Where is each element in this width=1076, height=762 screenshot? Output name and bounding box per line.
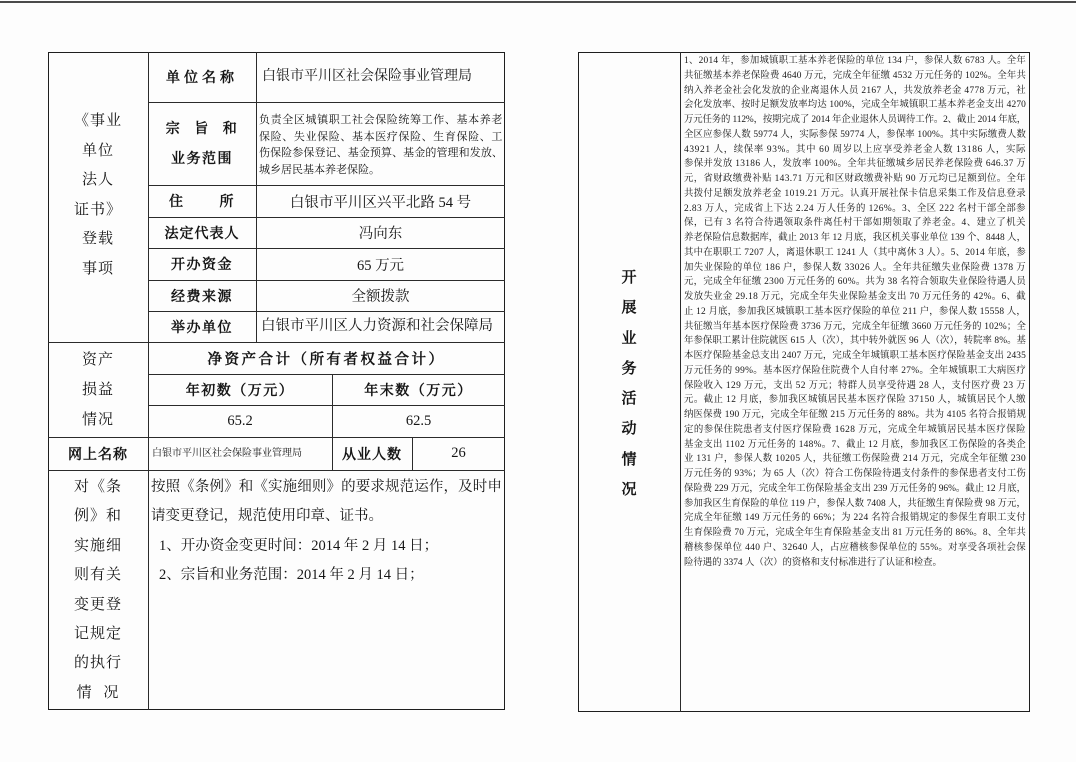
begin-of-year-value: 65.2 [227,412,253,429]
label-line: 证书》 [73,201,122,218]
activity-text-line: 险待遇的 3374 人（次）的资格和支付标准进行了认证和检查。 [684,557,942,568]
legal-representative-value: 冯向东 [358,226,403,242]
legal-representative-label: 法定代表人 [164,226,240,242]
online-name-label: 网上名称 [68,447,128,463]
label-line: 实施细 [73,537,122,554]
sponsor-label: 举办单位 [171,320,233,336]
compliance-label [48,473,148,708]
activity-text-line: 定的参保住院患者支付医疗保险费 1628 万元，完成全年城镇居民基本医疗保险 [684,424,1026,435]
activity-text-line: 共征缴当年基本医疗保险费 3736 万元，完成全年征缴 3660 万元任务的 102%；全 [684,321,1026,332]
begin-of-year-label: 年初数（万元） [185,383,295,399]
label-char: 情 [621,451,637,468]
label-line: 登载 [81,231,114,248]
address-label: 住 所 [169,195,235,210]
activity-text-line: 年参保职工累计住院就医 615 人（次），其中转外就医 96 人（次），转院率 8%。基 [684,336,1026,347]
online-name-value: 白银市平川区社会保险事业管理局 [152,448,302,459]
sponsor-value: 白银市平川区人力资源和社会保障局 [261,318,493,334]
activity-text-line: 万元任务的 112%，按期完成了 2014 年企业退休人员调待工作。2、截止 2014 年底， [684,115,1026,125]
activity-text-line: 完成全年征缴 149 万元任务的 66%；为 224 名符合报销规定的参保生育职工支付 [684,513,1026,524]
compliance-line: 1、开办资金变更时间：2014 年 2 月 14 日； [159,537,439,554]
staff-count-value: 26 [451,445,466,461]
label-line: 业务范围 [171,152,233,167]
activity-text-line: 万元任务的 93%；为 65 人（次）符合工伤保险待遇支付条件的参保患者支付工伤 [684,469,1026,479]
activity-text-line: 保险费 229 万元，完成全年工伤保险基金支出 239 万元任务的 96%。截止 12 月底， [684,483,1026,494]
activity-text-line: 43921 人，续保率 93%。其中 60 周岁以上应享受养老金人数 13186 人，实际 [684,144,1026,155]
label-line: 变更登 [73,596,122,613]
activity-text-line: 1、2014 年，参加城镇职工基本养老保险的单位 134 户，参保人数 6783 人。全年 [684,56,1026,66]
compliance-line: 2、宗旨和业务范围：2014 年 2 月 14 日； [159,567,424,584]
label-line: 法人 [81,172,114,189]
label-line: 对《条 [73,479,122,495]
registration-items-label [48,107,148,285]
label-line: 损益 [81,382,114,398]
label-line: 事项 [81,260,114,277]
grid-line [48,470,505,471]
label-char: 动 [621,421,637,438]
label-line: 例》和 [73,508,122,525]
activity-text-line: 纳医保费 190 万元，完成全年征缴 215 万元任务的 88%。共为 4105 名符合报销规 [684,410,1026,420]
activity-text-line: 加失业保险的单位 186 户，参保人数 33026 人。全年共征缴失业保险费 1378 万 [684,262,1026,273]
activity-text-line: 元。截止 12 月底，参加我区城镇居民基本医疗保险 37150 人，城镇居民个人缴 [684,395,1026,406]
label-char: 展 [621,300,637,317]
purpose-line: 保险、失业保险、基本医疗保险、生育保险、工 [259,130,503,143]
activity-text-line: 保险收入 129 万元，支出 52 万元；特群人员享受待遇 28 人，支付医疗费 23 万 [684,380,1026,391]
activity-text-line: 业 131 户，参保人数 10205 人，共征缴工伤保险费 214 万元，完成全年征缴 230 [684,454,1026,465]
activity-text-line: 基金支出 1102 万元任务的 148%。7、截止 12 月底，参加我区工伤保险的各类企 [684,439,1026,450]
label-char: 务 [621,360,637,377]
label-line: 的执行 [73,655,122,672]
label-char: 业 [621,330,637,347]
end-of-year-value: 62.5 [405,412,432,429]
start-capital-label: 开办资金 [171,258,233,273]
unit-name-label: 单位名称 [166,71,238,86]
start-capital-value: 65 万元 [356,257,405,274]
purpose-line: 城乡居民基本养老保险。 [259,163,380,176]
activity-text-line: 发放失业金 29.18 万元，完成全年失业保险基金支出 70 万元任务的 42%。6、截 [684,292,1026,302]
activity-text-line: 本医疗保险基金总支出 2407 万元，完成全年城镇职工基本医疗保险基金支出 2435 [684,351,1026,361]
staff-count-label: 从业人数 [342,447,402,463]
label-char: 活 [621,391,637,408]
compliance-line: 请变更登记，规范使用印章、证书。 [151,508,383,525]
activities-label [578,263,680,505]
unit-name-value: 白银市平川区社会保险事业管理局 [262,69,472,84]
activity-text-line: 全区应参保人数 59774 人，实际参保 59774 人，参保率 100%。其中实际缴费人数 [684,129,1026,140]
activity-text-line: 稽核参保单位 440 户、32640 人，占应稽核参保单位的 55%。对享受各项社会保 [684,542,1026,553]
grid-line [680,52,681,712]
label-line: 资产 [81,352,114,368]
activities-text [684,54,1026,570]
net-assets-header: 净资产合计（所有者权益合计） [207,351,446,368]
label-line: 情 况 [76,684,120,701]
activity-text-line: 参保并发放 13186 人，发放率 100%。全年共征缴城乡居民养老保险费 646.37 万 [684,159,1026,170]
activity-text-line: 万元任务的 99%。基本医疗保险住院费个人自付率 27%。全年城镇职工大病医疗 [684,365,1026,376]
purpose-value [259,112,503,178]
activity-text-line: 纳入养老金社会化发放的企业离退休人员 2167 人，共发放养老金 4778 万元，社 [684,85,1026,96]
label-line: 单位 [81,142,114,159]
activity-text-line: 止 12 月底，参加我区城镇职工基本医疗保险的单位 211 户，参保人数 15558 人， [684,306,1026,317]
label-line: 情况 [81,412,114,428]
activity-text-line: 其中在职职工 7207 人，离退休职工 1241 人（其中离休 3 人）。5、2014 年底，参 [684,247,1026,258]
label-line: 宗 旨 和 [165,122,239,137]
label-line: 《事业 [73,113,122,129]
purpose-line: 负责全区城镇职工社会保险统筹工作、基本养老 [259,114,503,126]
activity-text-line: 生育保险费 70 万元，完成全年生育保险基金支出 81 万元任务的 86%。8、全年共 [684,528,1026,538]
label-char: 开 [621,270,637,286]
label-line: 记规定 [73,625,122,642]
label-line: 则有关 [73,567,122,584]
compliance-line: 按照《条例》和《实施细则》的要求规范运作，及时申 [151,479,502,495]
activity-text-line: 养老保险信息数据库，截止 2013 年 12 月底，我区机关事业单位 139 个、8448 人， [684,233,1026,243]
activity-text-line: 共拨付足额发放养老金 1019.21 万元。认真开展社保卡信息采集工作及信息登录 [684,188,1026,199]
purpose-label [148,115,256,175]
activity-text-line: 共征缴基本养老保险费 4640 万元，完成全年征缴 4532 万元任务的 102%。全年共 [684,70,1026,81]
activity-text-line: 参加我区生育保险的单位 119 户，参保人数 7408 人，共征缴生育保险费 98 万元， [684,498,1026,509]
address-value: 白银市平川区兴平北路 54 号 [289,194,472,211]
label-char: 况 [621,482,637,499]
funding-source-label: 经费来源 [171,289,233,305]
activity-text-line: 元，省财政缴费补贴 143.71 万元和区财政缴费补贴 90 万元均已足额到位。全年 [684,174,1026,184]
activity-text-line: 元，完成全年征缴 2300 万元任务的 60%。共为 38 名符合领取失业保险待遇人员 [684,277,1026,288]
grid-line [148,102,505,103]
activity-text-line: 会化发放率、按时足额发放率均达 100%，完成全年城镇职工基本养老金支出 4270 [684,100,1026,111]
end-of-year-label: 年末数（万元） [364,383,473,399]
activity-text-line: 保，已有 3 名符合待遇领取条件离任村干部如期领取了养老金。4、建立了机关 [684,218,1026,229]
purpose-line: 伤保险参保登记、基金预算、基金的管理和发放、 [259,147,503,160]
activity-text-line: 2.83 万人，完成省上下达 2.24 万人任务的 126%。3、全区 222 名村干部全部参 [684,203,1026,214]
funding-source-value: 全额拨款 [351,289,410,305]
assets-label [48,345,148,435]
scan-top-edge [0,1,1076,3]
compliance-content [151,473,502,591]
